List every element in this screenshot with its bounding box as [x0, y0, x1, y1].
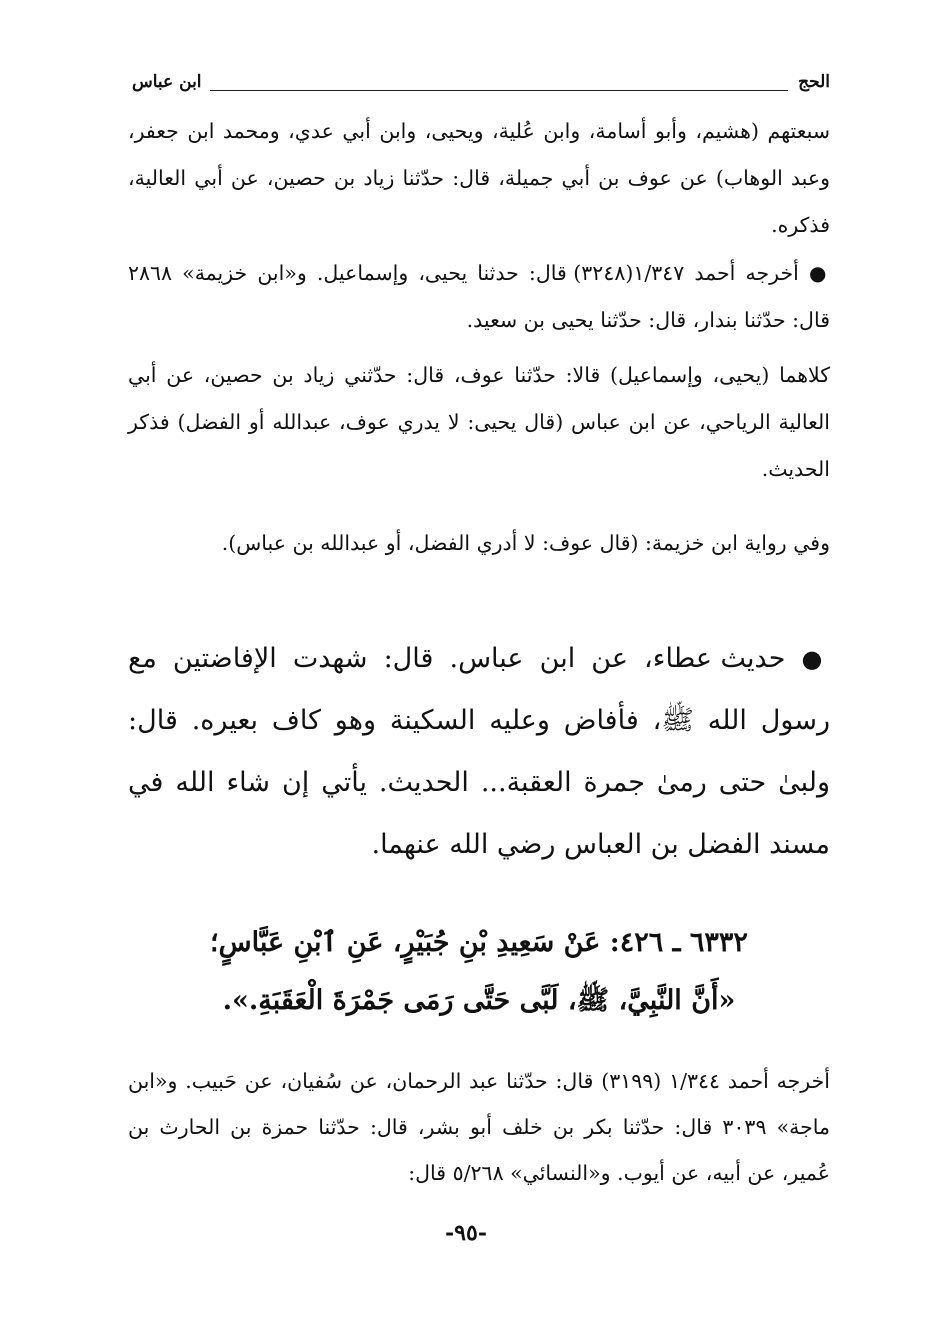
header-rule — [210, 90, 788, 91]
paragraph-narrators: سبعتهم (هشيم، وأبو أسامة، وابن عُلية، ويحيى، وابن أبي عدي، ومحمد ابن جعفر، وعبد الوهاب) عن عوف بن أبي جميلة، قال: حدّثنا زياد بن حصين، عن أبي العالية، فذكره. — [128, 119, 830, 237]
section-title: ابن عباس — [132, 72, 202, 92]
paragraph-both-narrate: كلاهما (يحيى، وإسماعيل) قالا: حدّثنا عوف، قال: حدّثني زياد بن حصين، عن أبي العالية الرياحي، عن ابن عباس (قال يحيى: لا يدري عوف، عبدالله أو الفضل) فذكر الحديث. — [128, 363, 830, 481]
hadith-line-1: ٦٣٣٢ ـ ٤٢٦: عَنْ سَعِيدِ بْنِ جُبَيْرٍ، عَنِ ٱبْنِ عَبَّاسٍ؛ — [210, 927, 748, 958]
chapter-title: الحج — [798, 72, 830, 92]
paragraph-text: أخرجه أحمد ١/٣٤٧(٣٢٤٨) قال: حدثنا يحيى، وإسماعيل. و«ابن خزيمة» ٢٨٦٨ قال: حدّثنا بندار، قال: حدّثنا يحيى بن سعيد. — [128, 261, 830, 332]
paragraph-takhrij-1 — [128, 250, 830, 344]
paragraph-ata-hadith — [128, 628, 830, 876]
page-number: -٩٥- — [445, 1220, 487, 1246]
hadith-line-2: «أَنَّ النَّبِيَّ، ﷺ، لَبَّى حَتَّى رَمَى جَمْرَةَ الْعَقَبَةِ.». — [222, 985, 736, 1016]
running-header — [132, 72, 830, 98]
paragraph-takhrij-2: أخرجه أحمد ١/٣٤٤ (٣١٩٩) قال: حدّثنا عبد الرحمان، عن سُفيان، عن حَبيب. و«ابن ماجة» ٣٠٣٩ قال: حدّثنا بكر بن خلف أبو بشر، قال: حدّثنا حمزة بن الحارث بن عُمير، عن أبيه، عن أيوب. و«النسائي» ٥/٢٦٨ قال: — [128, 1069, 831, 1185]
bullet-icon: ● — [808, 261, 830, 285]
bullet-icon: ● — [801, 645, 830, 673]
hadith-text — [128, 914, 830, 1030]
paragraph-text: حديث عطاء، عن ابن عباس. قال: شهدت الإفاضتين مع رسول الله ﷺ، فأفاض وعليه السكينة وهو كاف بعيره. قال: ولبىٰ حتى رمىٰ جمرة العقبة... الحديث. يأتي إن شاء الله في مسند الفضل بن العباس رضي الله عنهما. — [128, 643, 830, 860]
paragraph-ibn-khuzaymah: وفي رواية ابن خزيمة: (قال عوف: لا أدري الفضل، أو عبدالله بن عباس). — [221, 531, 830, 555]
